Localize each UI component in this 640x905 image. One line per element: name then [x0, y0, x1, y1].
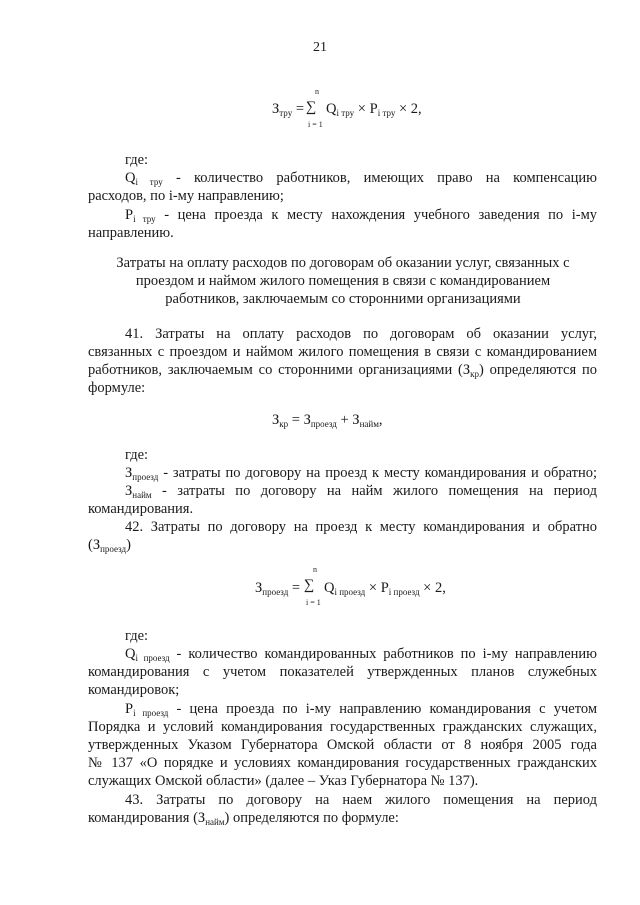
formula-1-sum-top: n: [315, 87, 319, 96]
page-number: 21: [313, 40, 327, 55]
paragraph-41-line-4: формуле:: [88, 380, 146, 396]
formula-3-sum-top: n: [313, 565, 317, 574]
paragraph-43-line-2: командирования $(З_{найм})$ определяются по формуле:: [88, 810, 399, 827]
p-tru-definition: $P_{i тру}$ - цена проезда к месту нахождения учебного заведения по i-му: [125, 207, 597, 224]
formula-3-lhs: $З_{проезд}$ =: [255, 580, 301, 597]
section-heading-line-1: Затраты на оплату расходов по договорам об оказании услуг, связанных с: [116, 255, 570, 271]
where-3: где:: [125, 628, 149, 644]
paragraph-43-line-1: 43. Затраты по договору на наем жилого помещения на период: [125, 792, 597, 808]
formula-3-sigma: ∑: [304, 577, 315, 593]
paragraph-41-line-2: связанных с проездом и наймом жилого помещения в связи с командированием: [88, 344, 597, 360]
p-tru-definition-cont: направлению.: [88, 225, 174, 241]
section-heading-line-2: проездом и наймом жилого помещения в связи с командированием: [135, 273, 551, 289]
paragraph-42-line-2: $(З_{проезд})$: [88, 537, 131, 554]
z-naim-definition: $З_{найм}$ - затраты по договору на найм жилого помещения на период: [125, 483, 598, 500]
where-2: где:: [125, 447, 149, 463]
p-proezd-definition-cont-2: утвержденных Указом Губернатора Омской области от 8 ноября 2005 года: [88, 737, 597, 753]
q-proezd-definition-cont-2: командировок;: [88, 682, 180, 698]
formula-2: $З_{кр} = З_{проезд} + З_{найм}$,: [272, 412, 383, 429]
q-proezd-definition-cont-1: командирования с учетом показателей утвержденных планов служебных: [88, 664, 597, 680]
paragraph-41-line-3: работников, заключаемым со сторонними организациями $(З_{кр})$ определяются по: [88, 362, 597, 379]
z-naim-definition-cont: командирования.: [88, 501, 194, 517]
q-tru-definition: $Q_{i тру}$ - количество работников, имеющих право на компенсацию: [125, 170, 597, 187]
formula-1-lhs: $З_{тру}$ =: [272, 101, 305, 118]
formula-1-sigma: ∑: [306, 99, 317, 115]
p-proezd-definition: $P_{i проезд}$ - цена проезда по i-му направлению командирования с учетом: [125, 701, 597, 718]
q-tru-definition-cont: расходов, по i-му направлению;: [88, 188, 284, 204]
z-proezd-definition: $З_{проезд}$ - затраты по договору на проезд к месту командирования и обратно;: [125, 465, 598, 482]
p-proezd-definition-cont-3: № 137 «О порядке и условиях командирования государственных гражданских: [88, 755, 597, 771]
formula-3-sum-bottom: i = 1: [306, 598, 321, 607]
formula-1-terms: $Q_{i тру} \times P_{i тру} \times 2$,: [326, 101, 422, 118]
formula-3-terms: $Q_{i проезд} \times P_{i проезд} \times 2$,: [324, 580, 446, 597]
p-proezd-definition-cont-1: Порядка и условий командирования государственных гражданских служащих,: [88, 719, 597, 735]
section-heading-line-3: работников, заключаемым со сторонними организациями: [165, 291, 521, 307]
paragraph-41-line-1: 41. Затраты на оплату расходов по договорам об оказании услуг,: [125, 326, 597, 342]
q-proezd-definition: $Q_{i проезд}$ - количество командированных работников по i-му направлению: [125, 646, 597, 663]
p-proezd-definition-cont-4: служащих Омской области» (далее – Указ Губернатора № 137).: [88, 773, 479, 789]
where-1: где:: [125, 152, 149, 168]
formula-1-sum-bottom: i = 1: [308, 120, 323, 129]
paragraph-42-line-1: 42. Затраты по договору на проезд к месту командирования и обратно: [125, 519, 597, 535]
